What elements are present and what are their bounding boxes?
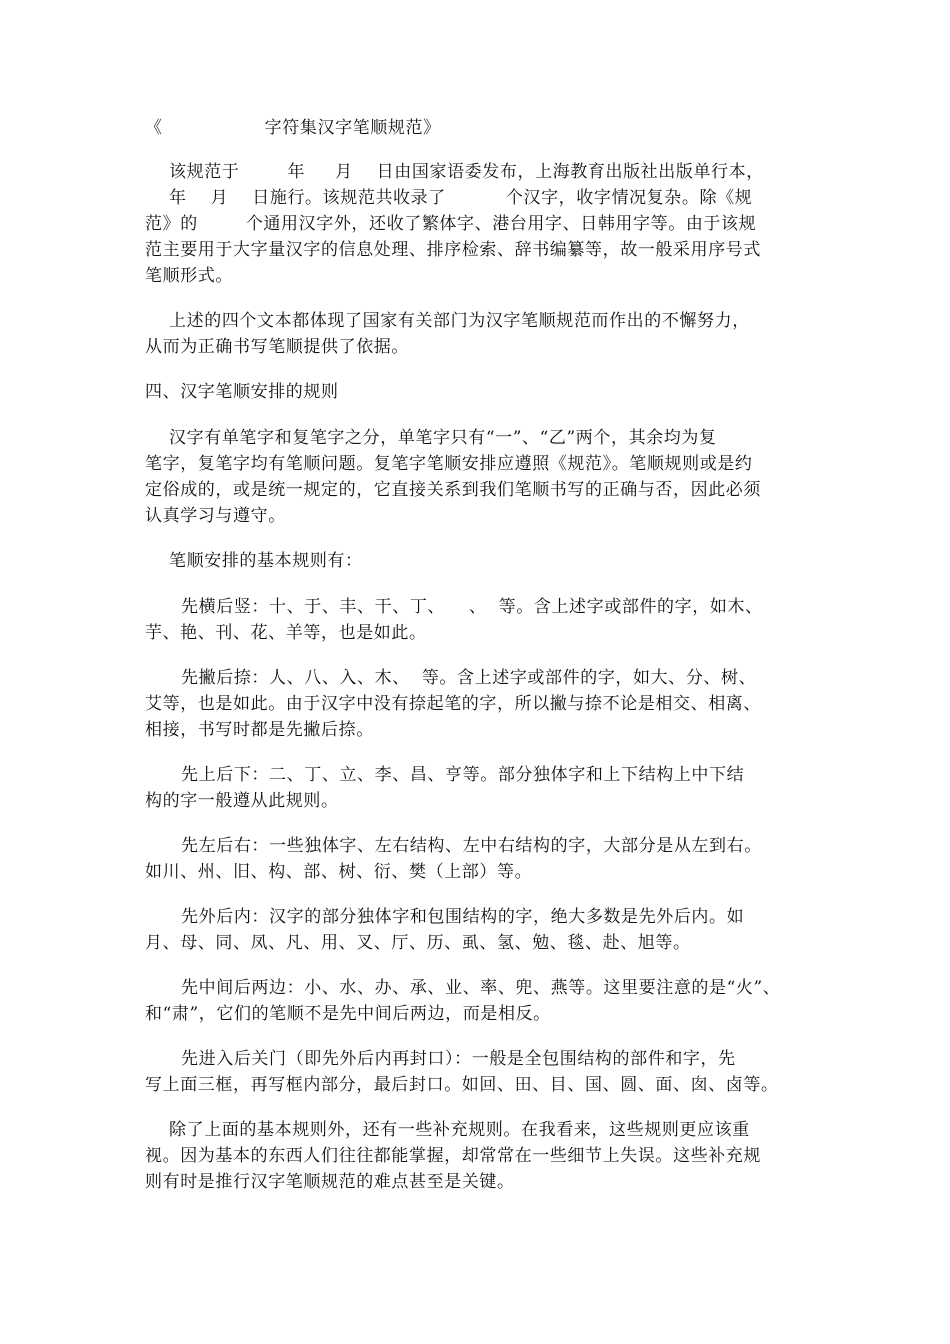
section-heading: 四、汉字笔顺安排的规则 [145, 382, 339, 402]
paragraph-line: 则有时是推行汉字笔顺规范的难点甚至是关键。 [145, 1172, 515, 1192]
rule-line: 先中间后两边：小、水、办、承、业、率、兜、燕等。这里要注意的是“火”、 [145, 978, 781, 998]
paragraph-line: 汉字有单笔字和复笔字之分，单笔字只有“一”、“乙”两个，其余均为复 [145, 428, 717, 448]
paragraph-line: 笔顺安排的基本规则有： [145, 551, 363, 571]
paragraph-line: 定俗成的，或是统一规定的，它直接关系到我们笔顺书写的正确与否，因此必须 [145, 480, 761, 500]
rule-line: 先进入后关门（即先外后内再封口）：一般是全包围结构的部件和字，先 [145, 1049, 736, 1069]
rule-line: 先撇后捺：人、八、入、木、 等。含上述字或部件的字，如大、分、树、 [145, 668, 757, 688]
rule-line: 和“肃”，它们的笔顺不是先中间后两边，而是相反。 [145, 1004, 551, 1024]
rule-line: 先外后内：汉字的部分独体字和包围结构的字，绝大多数是先外后内。如 [145, 907, 745, 927]
rule-line: 构的字一般遵从此规则。 [145, 791, 339, 811]
rule-line: 相接，书写时都是先撇后捺。 [145, 720, 374, 740]
paragraph-line: 除了上面的基本规则外，还有一些补充规则。在我看来，这些规则更应该重 [145, 1120, 750, 1140]
section-title: 《 字符集汉字笔顺规范》 [145, 118, 441, 138]
paragraph-line: 笔顺形式。 [145, 266, 233, 286]
rule-line: 如川、州、旧、构、部、树、衍、樊（上部）等。 [145, 862, 533, 882]
paragraph-line: 该规范于 年 月 日由国家语委发布，上海教育出版社出版单行本， [145, 162, 764, 182]
paragraph-line: 范》的 个通用汉字外，还收了繁体字、港台用字、日韩用字等。由于该规 [145, 214, 757, 234]
rule-line: 先横后竖：十、于、丰、干、丁、 、 等。含上述字或部件的字，如木、 [145, 597, 763, 617]
rule-line: 写上面三框，再写框内部分，最后封口。如回、田、目、国、圆、面、囱、卤等。 [145, 1075, 779, 1095]
paragraph-line: 视。因为基本的东西人们往往都能掌握，却常常在一些细节上失误。这些补充规 [145, 1146, 761, 1166]
paragraph-line: 年 月 日施行。该规范共收录了 个汉字，收字情况复杂。除《规 [145, 188, 753, 208]
rule-line: 芋、艳、刊、花、羊等，也是如此。 [145, 623, 427, 643]
paragraph-line: 从而为正确书写笔顺提供了依据。 [145, 337, 409, 357]
paragraph-line: 范主要用于大字量汉字的信息处理、排序检索、辞书编纂等，故一般采用序号式 [145, 240, 761, 260]
paragraph-line: 上述的四个文本都体现了国家有关部门为汉字笔顺规范而作出的不懈努力， [145, 311, 750, 331]
rule-line: 先上后下：二、丁、立、李、昌、亨等。部分独体字和上下结构上中下结 [145, 765, 745, 785]
paragraph-line: 认真学习与遵守。 [145, 506, 286, 526]
rule-line: 先左后右：一些独体字、左右结构、左中右结构的字，大部分是从左到右。 [145, 836, 762, 856]
rule-line: 艾等，也是如此。由于汉字中没有捺起笔的字，所以撇与捺不论是相交、相离、 [145, 694, 761, 714]
rule-line: 月、母、同、凤、凡、用、叉、厅、历、虱、氢、勉、毯、赴、旭等。 [145, 933, 691, 953]
paragraph-line: 笔字，复笔字均有笔顺问题。复笔字笔顺安排应遵照《规范》。笔顺规则或是约 [145, 454, 753, 474]
